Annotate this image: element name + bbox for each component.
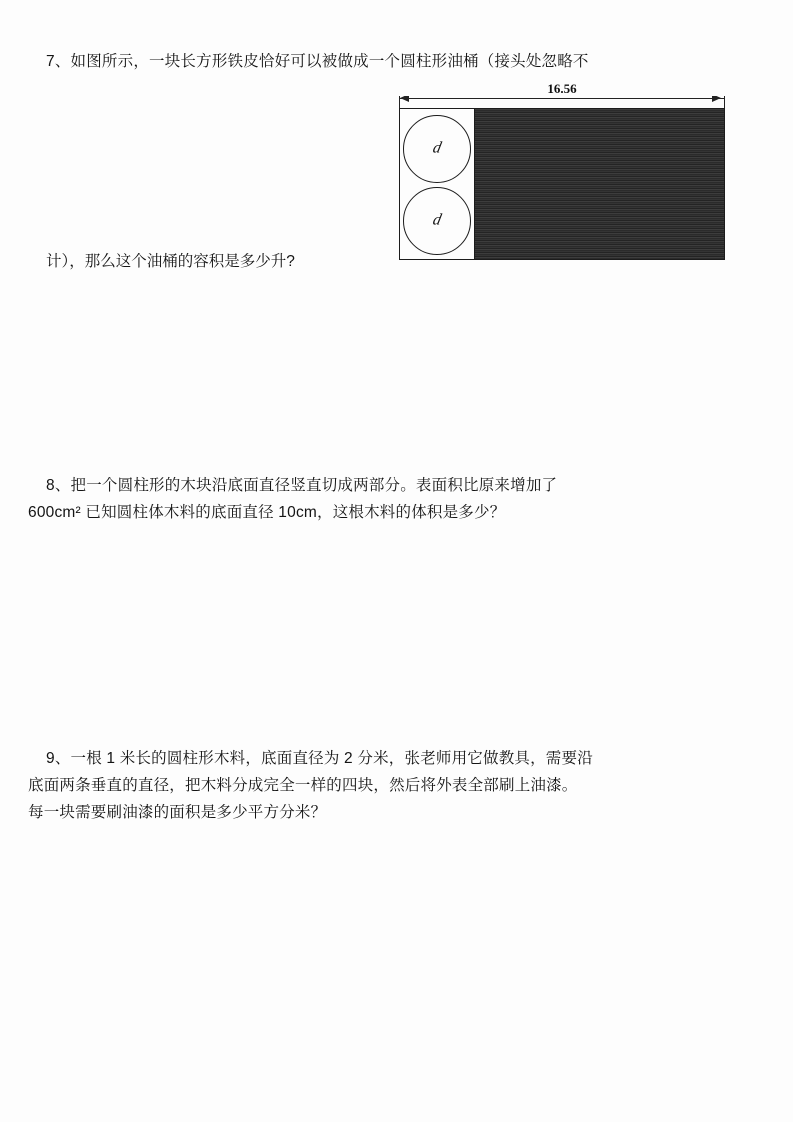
question-9-line-2: 底面两条垂直的直径，把木料分成完全一样的四块，然后将外表全部刷上油漆。 [28,777,578,794]
dimension-line [399,98,725,99]
question-9-line-1: 9、一根 1 米长的圆柱形木料，底面直径为 2 分米，张老师用它做教具，需要沿 [46,750,593,767]
question-7-continuation [28,248,428,275]
circle-bottom-diameter-label: d [431,211,443,229]
question-9-line-3: 每一块需要刷油漆的面积是多少平方分米？ [28,804,327,821]
circle-bottom [403,187,471,255]
circle-top [403,115,471,183]
dimension-annotation [396,81,728,110]
circles-strip [400,109,475,259]
dimension-label: 16.56 [396,82,728,96]
circle-top-diameter-label: d [431,139,443,157]
question-7-line-1: 7、如图所示，一块长方形铁皮恰好可以被做成一个圆柱形油桶（接头处忽略不 [46,53,589,70]
question-7-line-2: 计），那么这个油桶的容积是多少升? [46,253,295,270]
question-7 [28,48,768,75]
question-8-line-2: 600cm² 已知圆柱体木料的底面直径 10cm，这根木料的体积是多少？ [28,504,506,521]
question-8 [28,472,773,526]
question-9 [28,745,773,826]
rectangle-shaded-body [399,108,725,260]
figure-rectangular-sheet [396,81,728,262]
question-8-line-1: 8、把一个圆柱形的木块沿底面直径竖直切成两部分。表面积比原来增加了 [46,477,558,494]
